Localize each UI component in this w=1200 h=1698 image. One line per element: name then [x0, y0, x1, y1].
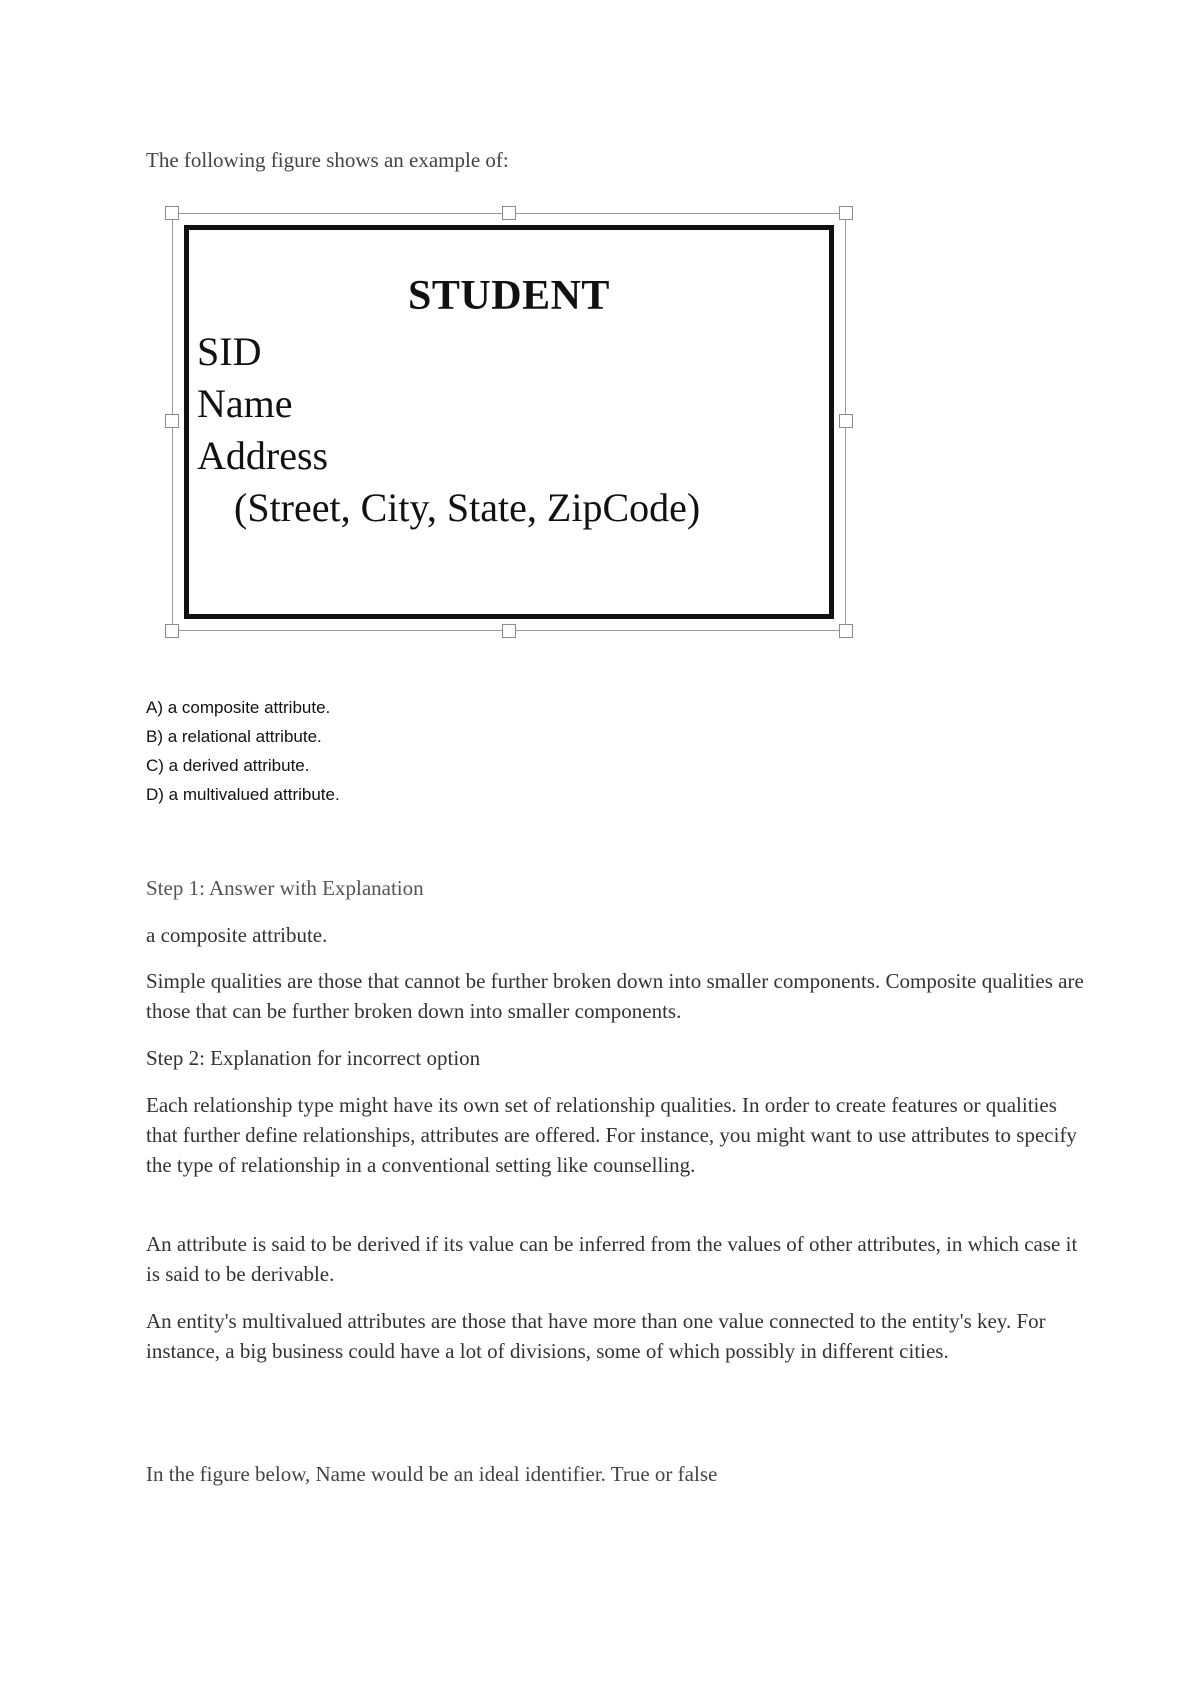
- answer-text: a composite attribute.: [146, 923, 328, 947]
- resize-handle-bottom[interactable]: [502, 624, 516, 638]
- resize-handle-bottom-right[interactable]: [839, 624, 853, 638]
- answer-options: [146, 693, 340, 809]
- resize-handle-top-left[interactable]: [165, 206, 179, 220]
- next-question-text: In the figure below, Name would be an ideal identifier. True or false: [146, 1462, 718, 1486]
- entity-box: [184, 225, 834, 619]
- question-text: The following figure shows an example of:: [146, 148, 509, 172]
- resize-handle-left[interactable]: [165, 414, 179, 428]
- entity-figure[interactable]: [172, 213, 846, 631]
- resize-handle-bottom-left[interactable]: [165, 624, 179, 638]
- step1-heading: Step 1: Answer with Explanation: [146, 876, 424, 900]
- paragraph-derived: An attribute is said to be derived if its value can be inferred from the values of other attributes, in which case it is said to be derivable.: [146, 1232, 1078, 1286]
- paragraph-multivalued: An entity's multivalued attributes are those that have more than one value connected to the entity's key. For instance, a big business could have a lot of divisions, some of which possibly in different cities.: [146, 1309, 1046, 1363]
- option-b: B) a relational attribute.: [146, 727, 322, 746]
- attribute-address: Address: [197, 433, 329, 478]
- attribute-address-components: (Street, City, State, ZipCode): [234, 485, 701, 530]
- paragraph-relational: Each relationship type might have its own set of relationship qualities. In order to create features or qualities that further define relationships, attributes are offered. For instance, you might want to use attributes to specify the type of relationship in a conventional setting like counselling.: [146, 1093, 1077, 1177]
- option-a: A) a composite attribute.: [146, 698, 331, 717]
- attribute-name: Name: [197, 381, 293, 426]
- resize-handle-right[interactable]: [839, 414, 853, 428]
- option-d: D) a multivalued attribute.: [146, 785, 340, 804]
- attribute-sid: SID: [197, 329, 262, 374]
- resize-handle-top[interactable]: [502, 206, 516, 220]
- option-c: C) a derived attribute.: [146, 756, 310, 775]
- entity-title: STUDENT: [408, 273, 610, 319]
- answer-explanation: Simple qualities are those that cannot be further broken down into smaller components. Composite qualities are those that can be further broken down into smaller components.: [146, 969, 1084, 1023]
- resize-handle-top-right[interactable]: [839, 206, 853, 220]
- step2-heading: Step 2: Explanation for incorrect option: [146, 1046, 481, 1070]
